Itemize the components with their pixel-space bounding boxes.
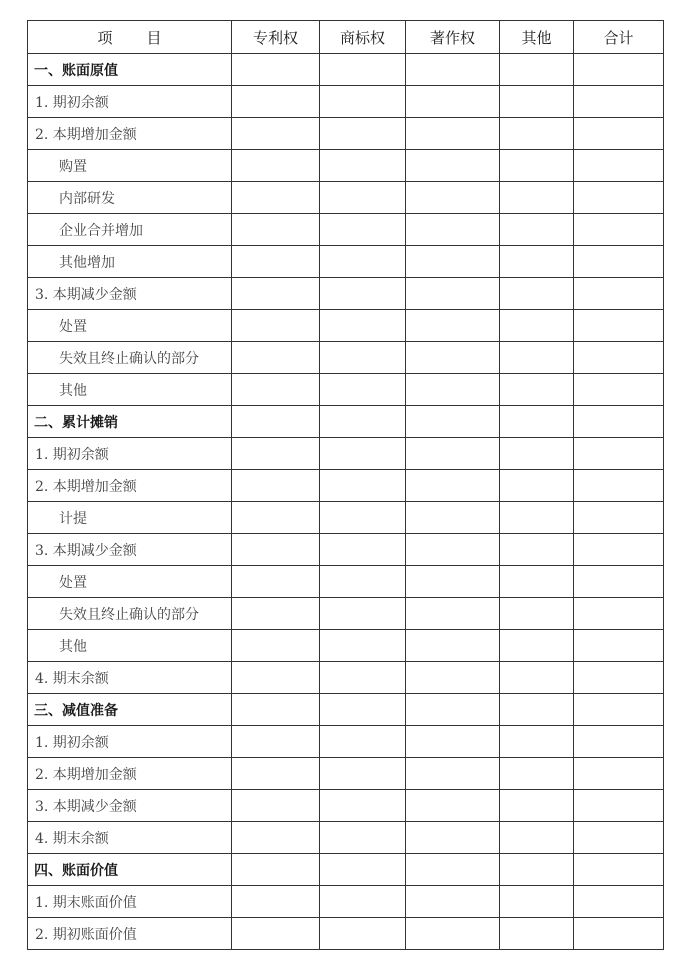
cell-total[interactable]: [574, 566, 664, 598]
table-row: [28, 758, 664, 790]
table-row: [28, 566, 664, 598]
table-row: [28, 438, 664, 470]
row-label: 失效且终止确认的部分: [28, 598, 232, 630]
cell-trademark[interactable]: [320, 278, 406, 310]
header-item: [28, 21, 232, 54]
cell-copyright[interactable]: [406, 182, 500, 214]
cell-total[interactable]: [574, 854, 664, 886]
cell-total[interactable]: [574, 310, 664, 342]
cell-total[interactable]: [574, 630, 664, 662]
table-row: [28, 502, 664, 534]
cell-copyright[interactable]: [406, 278, 500, 310]
row-label: 3. 本期减少金额: [28, 534, 232, 566]
cell-other[interactable]: [500, 438, 574, 470]
cell-trademark[interactable]: [320, 342, 406, 374]
table-row: [28, 694, 664, 726]
row-label: 内部研发: [28, 182, 232, 214]
row-label: 1. 期初余额: [28, 438, 232, 470]
cell-total[interactable]: [574, 534, 664, 566]
cell-trademark[interactable]: [320, 150, 406, 182]
cell-other[interactable]: [500, 470, 574, 502]
cell-patent[interactable]: [232, 86, 320, 118]
cell-trademark[interactable]: [320, 854, 406, 886]
cell-other[interactable]: [500, 150, 574, 182]
header-trademark: 商标权: [320, 21, 406, 54]
table-row: [28, 726, 664, 758]
cell-trademark[interactable]: [320, 214, 406, 246]
cell-patent[interactable]: [232, 246, 320, 278]
intangible-assets-table: [27, 20, 664, 950]
row-label: 失效且终止确认的部分: [28, 342, 232, 374]
cell-total[interactable]: [574, 662, 664, 694]
header-patent: 专利权: [232, 21, 320, 54]
row-label: 其他增加: [28, 246, 232, 278]
cell-trademark[interactable]: [320, 662, 406, 694]
cell-copyright[interactable]: [406, 534, 500, 566]
cell-trademark[interactable]: [320, 86, 406, 118]
cell-total[interactable]: [574, 886, 664, 918]
cell-trademark[interactable]: [320, 406, 406, 438]
row-label: 1. 期初余额: [28, 726, 232, 758]
cell-total[interactable]: [574, 758, 664, 790]
table-row: [28, 214, 664, 246]
cell-patent[interactable]: [232, 726, 320, 758]
cell-total[interactable]: [574, 54, 664, 86]
cell-patent[interactable]: [232, 374, 320, 406]
cell-patent[interactable]: [232, 214, 320, 246]
table-row: [28, 662, 664, 694]
cell-total[interactable]: [574, 918, 664, 950]
cell-patent[interactable]: [232, 470, 320, 502]
cell-other[interactable]: [500, 790, 574, 822]
cell-total[interactable]: [574, 342, 664, 374]
cell-trademark[interactable]: [320, 118, 406, 150]
cell-other[interactable]: [500, 54, 574, 86]
cell-copyright[interactable]: [406, 502, 500, 534]
cell-trademark[interactable]: [320, 438, 406, 470]
cell-other[interactable]: [500, 726, 574, 758]
cell-copyright[interactable]: [406, 150, 500, 182]
table-body: [28, 54, 664, 950]
row-label: 四、账面价值: [28, 854, 232, 886]
cell-trademark[interactable]: [320, 470, 406, 502]
row-label: 其他: [28, 374, 232, 406]
row-label: 二、累计摊销: [28, 406, 232, 438]
header-item-left: 项: [97, 28, 113, 47]
table-row: [28, 310, 664, 342]
cell-other[interactable]: [500, 886, 574, 918]
cell-other[interactable]: [500, 182, 574, 214]
cell-other[interactable]: [500, 566, 574, 598]
table-row: [28, 150, 664, 182]
cell-other[interactable]: [500, 374, 574, 406]
cell-other[interactable]: [500, 854, 574, 886]
cell-total[interactable]: [574, 278, 664, 310]
row-label: 三、减值准备: [28, 694, 232, 726]
cell-total[interactable]: [574, 246, 664, 278]
row-label: 处置: [28, 310, 232, 342]
row-label: 4. 期末余额: [28, 662, 232, 694]
table-row: [28, 374, 664, 406]
cell-other[interactable]: [500, 918, 574, 950]
cell-other[interactable]: [500, 598, 574, 630]
cell-other[interactable]: [500, 214, 574, 246]
cell-total[interactable]: [574, 214, 664, 246]
row-label: 2. 期初账面价值: [28, 918, 232, 950]
cell-patent[interactable]: [232, 310, 320, 342]
header-other: 其他: [500, 21, 574, 54]
table-row: [28, 534, 664, 566]
cell-patent[interactable]: [232, 854, 320, 886]
cell-other[interactable]: [500, 406, 574, 438]
table-row: [28, 246, 664, 278]
row-label: 2. 本期增加金额: [28, 470, 232, 502]
cell-trademark[interactable]: [320, 598, 406, 630]
table-row: [28, 630, 664, 662]
cell-trademark[interactable]: [320, 566, 406, 598]
table-row: [28, 86, 664, 118]
cell-trademark[interactable]: [320, 694, 406, 726]
cell-patent[interactable]: [232, 54, 320, 86]
cell-copyright[interactable]: [406, 470, 500, 502]
cell-total[interactable]: [574, 694, 664, 726]
cell-copyright[interactable]: [406, 790, 500, 822]
table-row: [28, 918, 664, 950]
cell-total[interactable]: [574, 726, 664, 758]
cell-other[interactable]: [500, 342, 574, 374]
table-row: [28, 54, 664, 86]
cell-patent[interactable]: [232, 758, 320, 790]
row-label: 计提: [28, 502, 232, 534]
cell-copyright[interactable]: [406, 918, 500, 950]
cell-patent[interactable]: [232, 662, 320, 694]
cell-other[interactable]: [500, 246, 574, 278]
cell-other[interactable]: [500, 822, 574, 854]
cell-copyright[interactable]: [406, 310, 500, 342]
row-label: 一、账面原值: [28, 54, 232, 86]
cell-total[interactable]: [574, 790, 664, 822]
cell-copyright[interactable]: [406, 662, 500, 694]
cell-copyright[interactable]: [406, 822, 500, 854]
row-label: 处置: [28, 566, 232, 598]
cell-copyright[interactable]: [406, 118, 500, 150]
cell-total[interactable]: [574, 118, 664, 150]
cell-copyright[interactable]: [406, 854, 500, 886]
cell-patent[interactable]: [232, 278, 320, 310]
cell-total[interactable]: [574, 438, 664, 470]
row-label: 3. 本期减少金额: [28, 278, 232, 310]
cell-trademark[interactable]: [320, 182, 406, 214]
cell-total[interactable]: [574, 374, 664, 406]
table-row: [28, 278, 664, 310]
table-row: [28, 470, 664, 502]
cell-other[interactable]: [500, 694, 574, 726]
cell-trademark[interactable]: [320, 886, 406, 918]
table-row: [28, 790, 664, 822]
row-label: 1. 期初余额: [28, 86, 232, 118]
cell-patent[interactable]: [232, 182, 320, 214]
row-label: 2. 本期增加金额: [28, 118, 232, 150]
cell-other[interactable]: [500, 534, 574, 566]
cell-patent[interactable]: [232, 630, 320, 662]
cell-copyright[interactable]: [406, 438, 500, 470]
cell-trademark[interactable]: [320, 918, 406, 950]
table-row: [28, 342, 664, 374]
cell-trademark[interactable]: [320, 726, 406, 758]
row-label: 企业合并增加: [28, 214, 232, 246]
cell-patent[interactable]: [232, 118, 320, 150]
header-total: 合计: [574, 21, 664, 54]
cell-copyright[interactable]: [406, 566, 500, 598]
cell-total[interactable]: [574, 470, 664, 502]
header-copyright: 著作权: [406, 21, 500, 54]
cell-other[interactable]: [500, 502, 574, 534]
cell-patent[interactable]: [232, 886, 320, 918]
cell-copyright[interactable]: [406, 630, 500, 662]
cell-copyright[interactable]: [406, 886, 500, 918]
cell-patent[interactable]: [232, 790, 320, 822]
cell-trademark[interactable]: [320, 246, 406, 278]
cell-copyright[interactable]: [406, 726, 500, 758]
cell-other[interactable]: [500, 278, 574, 310]
cell-trademark[interactable]: [320, 822, 406, 854]
cell-patent[interactable]: [232, 502, 320, 534]
cell-total[interactable]: [574, 406, 664, 438]
cell-other[interactable]: [500, 758, 574, 790]
row-label: 其他: [28, 630, 232, 662]
cell-copyright[interactable]: [406, 758, 500, 790]
cell-copyright[interactable]: [406, 694, 500, 726]
cell-patent[interactable]: [232, 534, 320, 566]
cell-copyright[interactable]: [406, 598, 500, 630]
cell-copyright[interactable]: [406, 374, 500, 406]
cell-other[interactable]: [500, 630, 574, 662]
cell-copyright[interactable]: [406, 246, 500, 278]
cell-total[interactable]: [574, 86, 664, 118]
cell-patent[interactable]: [232, 918, 320, 950]
table-row: [28, 406, 664, 438]
cell-patent[interactable]: [232, 438, 320, 470]
row-label: 3. 本期减少金额: [28, 790, 232, 822]
cell-total[interactable]: [574, 822, 664, 854]
cell-trademark[interactable]: [320, 630, 406, 662]
cell-trademark[interactable]: [320, 54, 406, 86]
cell-trademark[interactable]: [320, 502, 406, 534]
row-label: 2. 本期增加金额: [28, 758, 232, 790]
cell-trademark[interactable]: [320, 790, 406, 822]
cell-patent[interactable]: [232, 566, 320, 598]
header-item-right: 目: [146, 28, 162, 47]
table-row: [28, 854, 664, 886]
cell-patent[interactable]: [232, 406, 320, 438]
cell-patent[interactable]: [232, 822, 320, 854]
cell-other[interactable]: [500, 310, 574, 342]
cell-patent[interactable]: [232, 694, 320, 726]
table-row: [28, 886, 664, 918]
cell-trademark[interactable]: [320, 374, 406, 406]
table-row: [28, 822, 664, 854]
cell-total[interactable]: [574, 502, 664, 534]
cell-copyright[interactable]: [406, 86, 500, 118]
cell-trademark[interactable]: [320, 310, 406, 342]
cell-patent[interactable]: [232, 342, 320, 374]
table-row: [28, 118, 664, 150]
cell-other[interactable]: [500, 662, 574, 694]
cell-copyright[interactable]: [406, 54, 500, 86]
table-header-row: [28, 21, 664, 54]
cell-trademark[interactable]: [320, 758, 406, 790]
cell-other[interactable]: [500, 118, 574, 150]
table-row: [28, 182, 664, 214]
cell-total[interactable]: [574, 598, 664, 630]
cell-patent[interactable]: [232, 598, 320, 630]
cell-total[interactable]: [574, 182, 664, 214]
table-row: [28, 598, 664, 630]
row-label: 购置: [28, 150, 232, 182]
row-label: 4. 期末余额: [28, 822, 232, 854]
cell-copyright[interactable]: [406, 406, 500, 438]
cell-trademark[interactable]: [320, 534, 406, 566]
cell-copyright[interactable]: [406, 214, 500, 246]
cell-patent[interactable]: [232, 150, 320, 182]
cell-copyright[interactable]: [406, 342, 500, 374]
cell-other[interactable]: [500, 86, 574, 118]
cell-total[interactable]: [574, 150, 664, 182]
row-label: 1. 期末账面价值: [28, 886, 232, 918]
